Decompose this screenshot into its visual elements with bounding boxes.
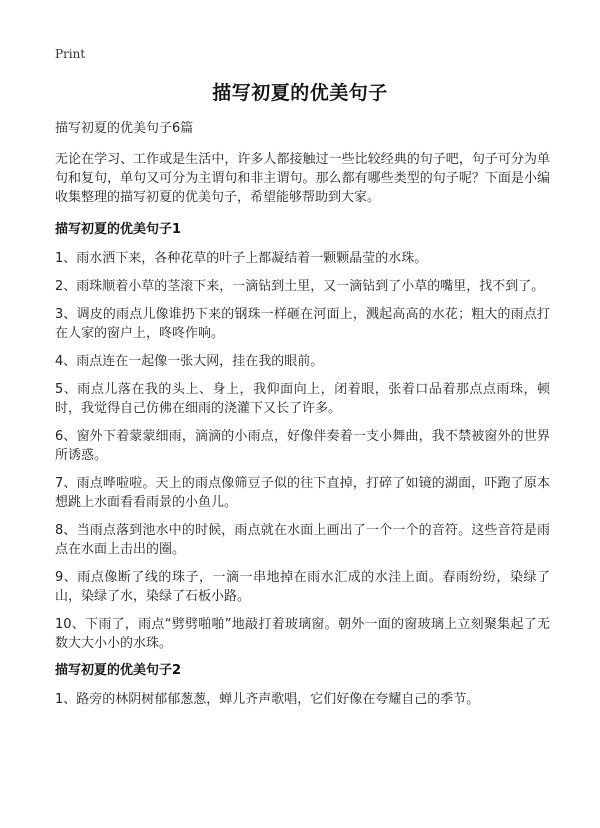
section-heading: 描写初夏的优美句子2 — [55, 663, 182, 678]
section-1 — [55, 221, 550, 653]
section-2 — [55, 662, 550, 709]
list-item: 9、雨点像断了线的珠子，一滴一串地掉在雨水汇成的水洼上面。春雨纷纷，染绿了山，染绿了水，染绿了石板小路。 — [55, 570, 550, 604]
list-item: 10、下雨了，雨点“劈劈啪啪”地敲打着玻璃窗。朝外一面的窗玻璃上立刻聚集起了无数大大小小的水珠。 — [55, 617, 550, 651]
list-item: 7、雨点哗啦啦。天上的雨点像筛豆子似的往下直掉，打碎了如镜的湖面，吓跑了原本想跳上水面看看雨景的小鱼儿。 — [55, 476, 550, 510]
page-title: 描写初夏的优美句子 — [212, 82, 388, 104]
article-subtitle: 描写初夏的优美句子6篇 — [55, 121, 194, 136]
list-item: 4、雨点连在一起像一张大网，挂在我的眼前。 — [55, 354, 324, 369]
list-item: 2、雨珠顺着小草的茎滚下来，一滴钻到土里，又一滴钻到了小草的嘴里，找不到了。 — [55, 279, 545, 294]
list-item: 5、雨点儿落在我的头上、身上，我仰面向上，闭着眼，张着口品着那点点雨珠，顿时，我觉得自己仿佛在细雨的浇灌下又长了许多。 — [55, 382, 550, 416]
list-item: 1、雨水洒下来，各种花草的叶子上都凝结着一颗颗晶莹的水珠。 — [55, 251, 428, 266]
intro-paragraph: 无论在学习、工作或是生活中，许多人都接触过一些比较经典的句子吧，句子可分为单句和复句，单句又可分为主谓句和非主谓句。那么都有哪些类型的句子呢？下面是小编收集整理的描写初夏的优美句子，希望能够帮助到大家。 — [55, 152, 550, 205]
list-item: 3、调皮的雨点儿像谁扔下来的钢珠一样砸在河面上，溅起高高的水花；粗大的雨点打在人家的窗户上，咚咚作响。 — [55, 307, 550, 341]
section-heading: 描写初夏的优美句子1 — [55, 222, 182, 237]
list-item: 6、窗外下着蒙蒙细雨，滴滴的小雨点，好像伴奏着一支小舞曲，我不禁被窗外的世界所诱惑。 — [55, 429, 550, 463]
print-link[interactable]: Print — [55, 47, 86, 61]
list-item: 1、路旁的林阴树郁郁葱葱，蝉儿齐声歌唱，它们好像在夸耀自己的季节。 — [55, 692, 480, 707]
list-item: 8、当雨点落到池水中的时候，雨点就在水面上画出了一个一个的音符。这些音符是雨点在水面上击出的圈。 — [55, 523, 550, 557]
article-body — [55, 120, 550, 718]
